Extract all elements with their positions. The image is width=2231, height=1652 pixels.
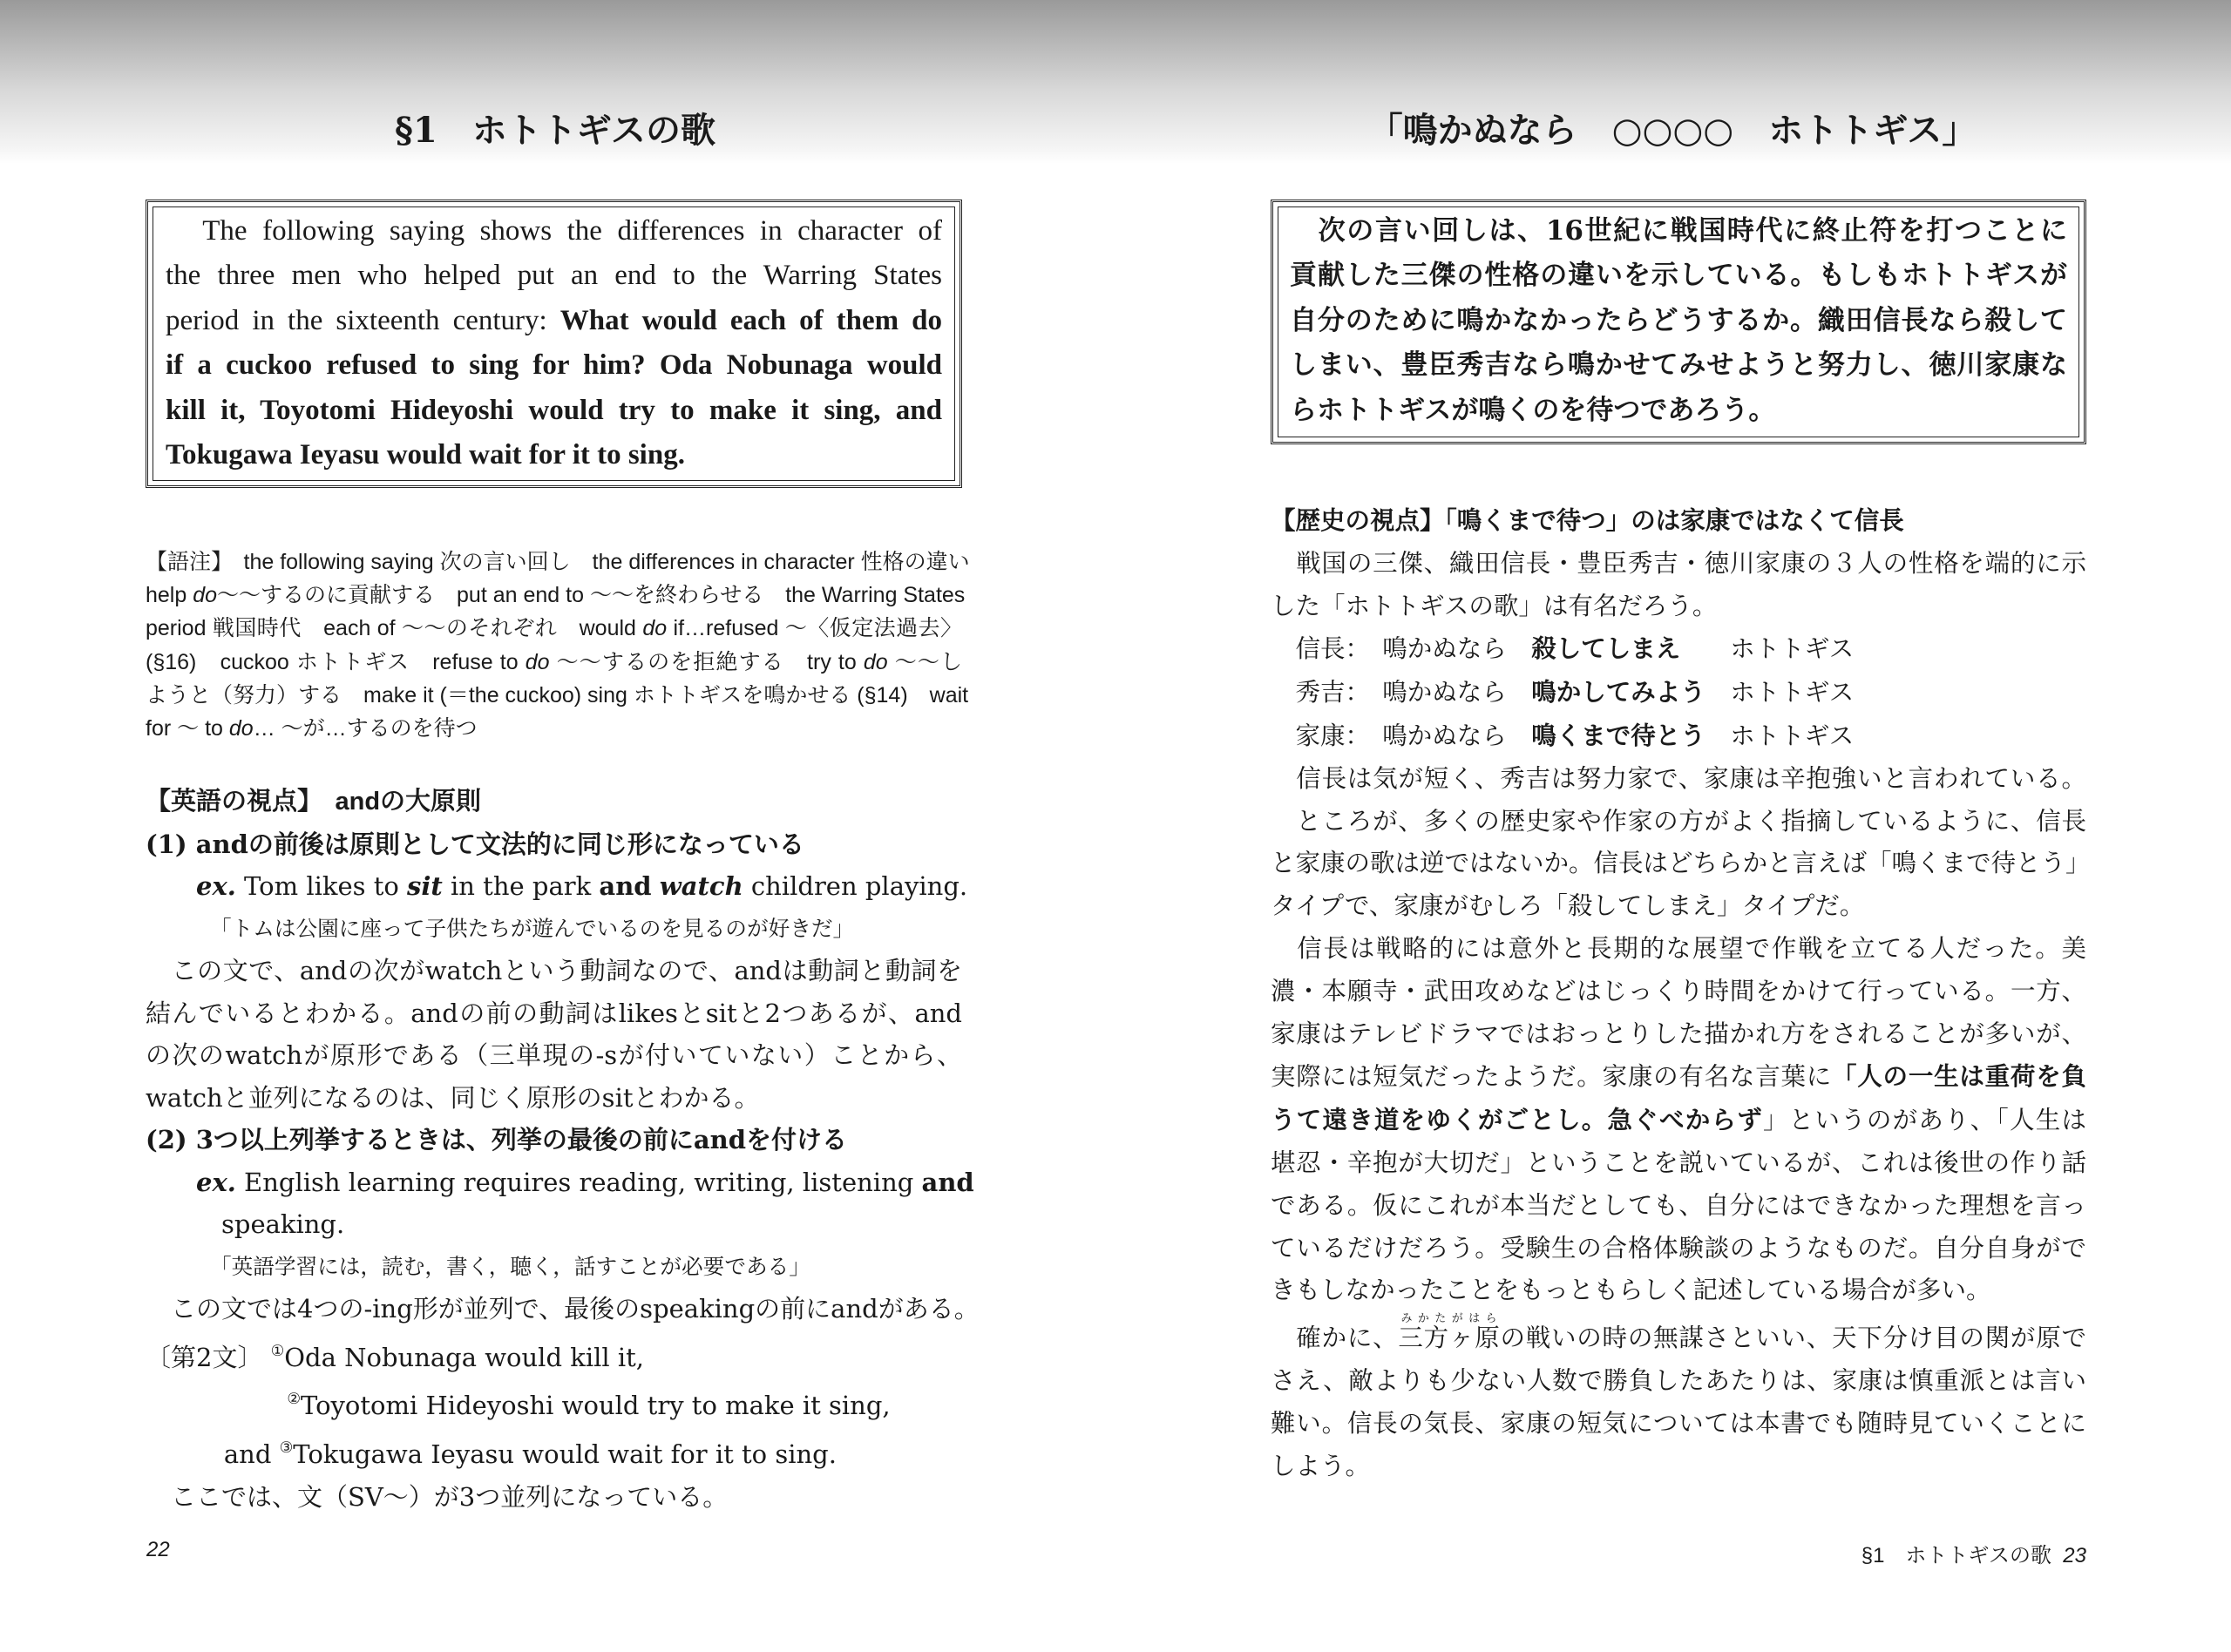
history-viewpoint-section [1271,500,2091,1487]
text-segment: and [223,1439,280,1470]
text-line [1271,758,2086,801]
english-viewpoint-section [146,780,980,1518]
text-segment: ホトトギス [1705,721,1855,750]
text-line [166,389,942,433]
text-segment: Tokugawa Ieyasu would wait for it to sing. [166,439,685,471]
text-segment: さえ、敵よりも少ない人数で勝負したあたりは、家康は慎重派とは言い [1271,1365,2086,1395]
text-line [146,950,962,992]
text-line [1271,1013,2086,1056]
text-line [1271,928,2086,971]
text-line [1271,1228,2086,1270]
text-line [1271,801,2086,843]
text-segment: children playing. [743,871,968,901]
text-line [146,865,968,908]
text-segment: タイプで、家康がむしろ「殺してしまえ」タイプだ。 [1271,891,1865,921]
text-segment: if a cuckoo refused to sing for him? Oda Nobunaga would [166,349,942,382]
text-line [146,1330,962,1379]
text-segment: watchと並列になるのは、同じく原形のsitとわかる。 [146,1082,760,1113]
text-segment: の次のwatchが原形である（三単現の-sが付いていない）ことから、 [146,1040,962,1070]
text-line [1271,1403,2086,1446]
text-segment: ホトトギス [1705,678,1855,708]
text-line [1271,843,2091,885]
text-segment: ～～するのを拒絶する try to [549,649,864,674]
text-line [146,1288,980,1330]
text-segment: ホトトギス [1680,634,1855,664]
text-segment: 結んでいるとわかる。andの前の動詞はlikesとsitと2つあるが、and [146,998,962,1028]
text-segment: 貢献した三傑の性格の違いを示している。もしもホトトギスが [1290,260,2067,292]
text-segment: English learning requires reading, writing, listening [235,1167,922,1197]
text-line [146,1246,962,1289]
text-line [146,1161,974,1204]
text-segment: for ～ to [146,716,229,741]
right-page-footer [1861,1538,2086,1568]
text-segment: ～～し [887,649,962,674]
text-segment: 秀吉： 鳴かぬなら [1295,678,1532,708]
english-passage [166,209,942,477]
text-segment: … ～が…するのを待つ [253,716,478,741]
text-line [1271,543,2086,586]
text-segment: period 戦国時代 each of ～～のそれぞれ would [146,616,643,641]
text-line [1271,671,2086,714]
text-segment: period in the sixteenth century: [166,304,560,336]
text-segment: 確かに、 [1271,1324,1399,1353]
text-segment: What would each of them do [559,304,942,336]
circled-number: ③ [279,1439,294,1457]
text-segment: ようと（努力）する make it (＝the cuckoo) sing ホトトギスを鳴かせる (§14) wait [146,682,969,708]
text-segment: らホトトギスが鳴くのを待つであろう。 [1290,394,1776,426]
text-line [146,712,962,745]
text-line [1271,1055,2086,1099]
text-segment: 「人の一生は重荷を負 [1832,1061,2086,1092]
text-segment: ここでは、文（SV～）が3つ並列になっている。 [146,1481,729,1512]
text-line [1271,586,2086,628]
text-segment: 堪忍・辛抱が大切だ」ということを説いているが、これは後世の作り話 [1271,1148,2086,1177]
text-line [146,992,962,1035]
text-segment: ex. [196,871,236,901]
left-page-title: §1 ホトトギスの歌 [395,110,715,151]
text-segment: Oda Nobunaga would kill it, [284,1342,645,1372]
text-line [1271,1446,2086,1488]
glossary [146,545,970,745]
text-segment: 濃・本願寺・武田攻めなどはじっくり時間をかけて行っている。一方、 [1271,976,2086,1005]
text-line [1290,299,2067,343]
text-segment: した「ホトトギスの歌」は有名だろう。 [1271,591,1718,620]
text-line [146,646,962,679]
text-line [1271,1185,2086,1228]
text-line [1290,209,2067,254]
text-segment: Tokugawa Ieyasu would wait for it to sing. [293,1439,837,1470]
text-segment [652,871,660,901]
text-segment: (§16) cuckoo ホトトギス refuse to [146,649,526,674]
text-segment: and [921,1167,974,1197]
text-segment: 鳴かしてみよう [1531,677,1705,708]
text-segment: in the park [442,871,600,901]
text-segment: do [525,649,550,674]
text-segment: do [228,716,254,741]
text-line [146,780,962,823]
text-line [146,908,962,951]
text-line [1271,971,2086,1013]
text-line [146,545,970,579]
text-line [146,1427,962,1476]
text-segment: (1) andの前後は原則として文法的に同じ形になっている [146,829,804,859]
text-segment: 戦国の三傑、織田信長・豊臣秀吉・徳川家康の３人の性格を端的に示 [1271,548,2086,578]
text-segment: Tom likes to [235,871,408,901]
text-line [1271,885,2086,928]
section-heading: 【歴史の視点】「鳴くまで待つ」のは家康ではなくて信長 [1271,507,1904,535]
text-segment: しまい、豊臣秀吉なら鳴かせてみせようと努力し、徳川家康な [1290,349,2067,382]
text-segment: 信長： 鳴かぬなら [1295,634,1532,664]
text-segment: この文で、andの次がwatchという動詞なので、andは動詞と動詞を [146,956,962,985]
text-segment: 家康はテレビドラマではおっとりした描かれ方をされることが多いが、 [1271,1019,2086,1048]
text-segment: Toyotomi Hideyoshi would try to make it sing, [300,1391,891,1421]
text-line [146,1077,962,1120]
text-line [1271,500,2086,543]
text-segment: the three men who helped put an end to the Warring States [166,260,942,292]
text-segment: 家康： 鳴かぬなら [1295,721,1532,750]
text-segment: if…refused ～〈仮定法過去〉 [667,616,962,641]
text-segment: 難い。信長の気長、家康の短気については本書でも随時見ていくことに [1271,1408,2086,1438]
text-segment: kill it, Toyotomi Hideyoshi would try to make it sing, and [166,394,942,426]
text-segment: きもしなかったことをもっともらしく記述している場合が多い。 [1271,1276,1991,1305]
text-segment: この文では4つの-ing形が並列で、最後のspeakingの前にandがある。 [146,1294,980,1324]
text-segment: The following saying shows the differences in character of [166,215,942,247]
text-segment: 【語注】 the following saying 次の言い回し the differences in character 性格の違い [146,550,970,574]
text-segment: しよう。 [1271,1451,1371,1480]
text-segment: 「英語学習には，読む，書く，聴く，話すことが必要である」 [209,1253,810,1279]
text-segment: 殺してしまえ [1531,633,1681,664]
text-segment: と家康の歌は逆ではないか。信長はどちらかと言えば「鳴くまで待とう」 [1271,849,2091,878]
right-page-number: 23 [2063,1544,2086,1567]
section-heading: 【英語の視点】 andの大原則 [146,788,482,816]
text-segment: watch [659,871,743,901]
text-segment: do [863,649,888,674]
text-segment: 信長は気が短く、秀吉は努力家で、家康は辛抱強いと言われている。 [1271,763,2086,793]
text-segment: 次の言い回しは、16世紀に戦国時代に終止符を打つことに [1290,215,2067,247]
text-segment: である。仮にこれが本当だとしても、自分にはできなかった理想を言っ [1271,1190,2086,1220]
text-segment: 実際には短気だったようだ。家康の有名な言葉に [1271,1062,1833,1092]
text-segment: do [193,583,218,608]
text-line [146,823,962,866]
text-line [146,679,969,712]
text-segment: ているだけだろう。受験生の合格体験談のようなものだ。自分自身がで [1271,1233,2086,1263]
text-line [146,1476,962,1519]
text-line [166,343,942,388]
text-line [146,612,962,645]
text-segment: do [642,616,668,641]
circled-number: ② [287,1391,301,1409]
text-line [1290,389,2067,433]
text-line [166,254,942,298]
text-segment: 「トムは公園に座って子供たちが遊んでいるのを見るのが好きだ」 [209,915,855,941]
text-segment: ところが、多くの歴史家や作家の方がよく指摘しているように、信長 [1271,806,2086,836]
text-line [1271,714,2086,758]
text-segment: and [599,871,652,901]
left-page-number: 22 [146,1538,170,1561]
text-line [1271,627,2086,671]
text-line [1290,254,2067,298]
japanese-translation [1290,209,2067,433]
right-page-title: 「鳴かぬなら ○○○○ ホトトギス」 [1367,110,1977,151]
text-line [146,1203,962,1246]
text-line [146,579,966,612]
ruby-text: 三方ヶ原みかたがはら [1398,1312,1501,1353]
footer-section-title: §1 ホトトギスの歌 [1861,1544,2051,1567]
text-segment: の戦いの時の無謀さといい、天下分け目の関が原で [1500,1324,2086,1353]
text-line [146,1119,962,1161]
text-segment: 」というのがあり、「人生は [1762,1106,2086,1135]
text-segment: 自分のために鳴かなかったらどうするか。織田信長なら殺して [1290,304,2067,336]
text-line [166,433,942,477]
text-line [166,299,942,343]
text-segment: ex. [196,1167,236,1197]
text-line [1271,1142,2086,1185]
text-segment: help [146,583,193,608]
text-segment: speaking. [221,1209,345,1239]
text-line [1290,343,2067,388]
circled-number: ① [270,1342,285,1360]
text-line [166,209,942,254]
text-line [146,1034,962,1077]
text-line [1271,1360,2086,1403]
text-segment: ～～するのに貢献する put an end to ～～を終わらせる the Warring States [217,583,966,608]
text-segment: (2) 3つ以上列挙するときは、列挙の最後の前にandを付ける [146,1125,848,1154]
text-segment: 〔第2文〕 [146,1342,271,1372]
text-line [1271,1099,2086,1142]
text-segment: sit [407,871,443,901]
text-segment: 信長は戦略的には意外と長期的な展望で作戦を立てる人だった。美 [1271,933,2086,963]
text-line [146,1378,962,1427]
text-line [1271,1269,2086,1312]
text-segment: 鳴くまで待とう [1531,720,1705,750]
text-line [1271,1312,2086,1360]
text-segment: うて遠き道をゆくがごとし。急ぐべからず [1271,1105,1763,1135]
